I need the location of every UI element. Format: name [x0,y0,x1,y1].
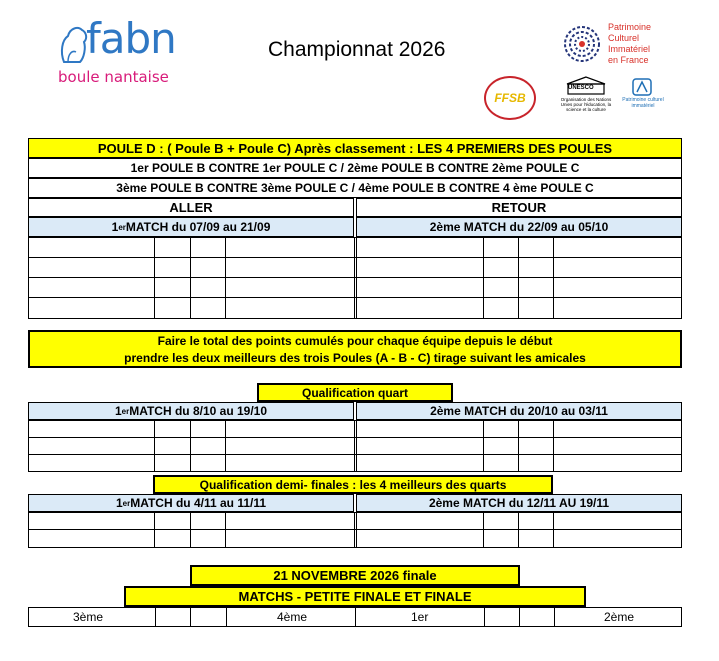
pci-unesco-logo [620,78,666,116]
poule-line-1: 1er POULE B CONTRE 1er POULE C / 2ème POULE B CONTRE 2ème POULE C [28,158,682,178]
demi-match-2: 2ème MATCH du 12/11 AU 19/11 [356,494,682,512]
demi-match-1-dates: MATCH du 4/11 au 11/11 [130,496,267,510]
fabn-logo-subtitle: boule nantaise [58,68,169,86]
pci-square-icon [632,78,652,96]
demi-score-grid [28,512,682,548]
quart-match-2: 2ème MATCH du 20/10 au 03/11 [356,402,682,420]
finale-heading: MATCHS - PETITE FINALE ET FINALE [124,586,586,607]
match-1-number: 1 [111,220,119,234]
pci-logo [560,22,710,68]
pci-caption: Patrimoine culturel immatériel [622,97,664,109]
poule-match-1 [28,217,354,237]
place-second: 2ème [604,610,635,624]
poule-line-2: 3ème POULE B CONTRE 3ème POULE C / 4ème POULE B CONTRE 4 ème POULE C [28,178,682,198]
demi-match-1-suffix: er [122,498,131,508]
place-first: 1er [411,610,429,624]
unesco-caption: Organisation des Nations Unies pour l'éducation, la science et la culture [560,97,612,112]
demi-match-1-number: 1 [115,496,123,510]
notice-line-2: prendre les deux meilleurs des trois Poules (A - B - C) tirage suivant les amicales [124,351,586,365]
ffsb-logo-text: FFSB [494,91,526,105]
pci-fingerprint-icon [560,24,606,64]
notice-line-1: Faire le total des points cumulés pour chaque équipe depuis le début [157,334,553,348]
finale-places-row [28,607,682,627]
quart-match-1-number: 1 [114,404,122,418]
pci-line-3: Immatériel [608,44,651,54]
quart-match-1 [28,402,354,420]
unesco-logo [555,76,617,118]
match-1-suffix: er [118,222,126,232]
aller-header: ALLER [28,198,354,217]
poule-match-2: 2ème MATCH du 22/09 au 05/10 [356,217,682,237]
fabn-logo-text: fabn [86,14,176,63]
poule-d-heading: POULE D : ( Poule B + Poule C) Après classement : LES 4 PREMIERS DES POULES [28,138,682,158]
quart-match-1-suffix: er [121,406,130,416]
page-title: Championnat 2026 [268,38,446,61]
notice-box [28,330,682,368]
match-1-dates: MATCH du 07/09 au 21/09 [125,220,271,234]
quart-grid-lines [28,420,682,472]
pci-line-1: Patrimoine [608,22,652,32]
poule-grid-lines [28,237,682,319]
poule-score-grid [28,237,682,319]
demi-grid-lines [28,512,682,548]
unesco-logo-text: UNESCO [568,85,594,91]
pci-line-4: en France [608,55,649,65]
retour-header: RETOUR [356,198,682,217]
ffsb-logo [484,76,536,120]
pci-line-2: Culturel [608,33,640,43]
quart-heading: Qualification quart [257,383,453,402]
finale-date: 21 NOVEMBRE 2026 finale [190,565,520,586]
fabn-logo [58,14,198,90]
place-third: 3ème [73,610,104,624]
demi-match-1 [28,494,354,512]
demi-heading: Qualification demi- finales : les 4 meilleurs des quarts [153,475,553,494]
place-fourth: 4ème [277,610,308,624]
quart-score-grid [28,420,682,472]
quart-match-1-dates: MATCH du 8/10 au 19/10 [129,404,268,418]
